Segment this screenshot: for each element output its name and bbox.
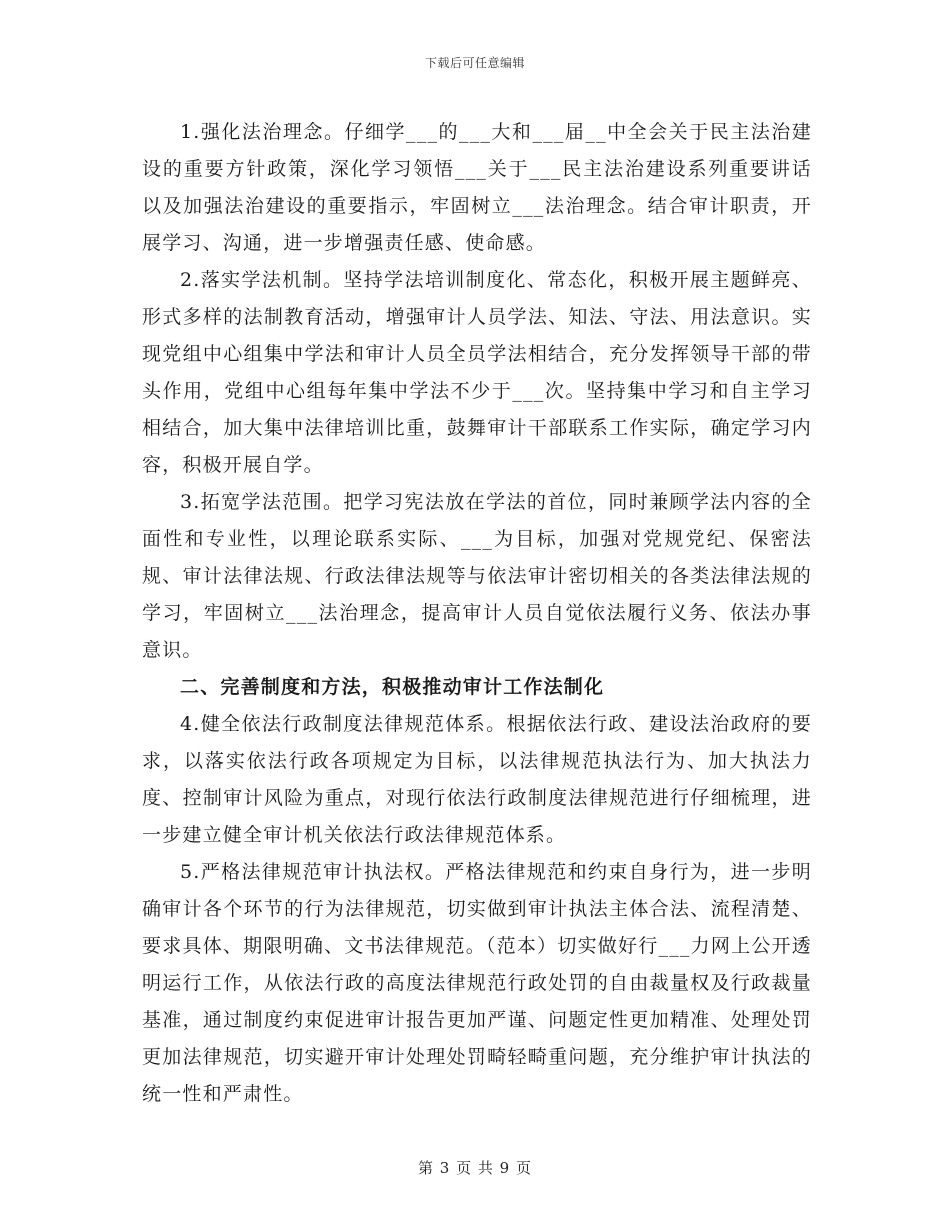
page-header: 下载后可任意编辑: [424, 56, 525, 70]
section-heading: 二、完善制度和方法，积极推动审计工作法制化: [180, 676, 605, 698]
paragraph-2: 2.落实学法机制。坚持学法培训制度化、常态化，积极开展主题鲜亮、形式多样的法制教育活动，增强审计人员学法、知法、守法、用法意识。实现党组中心组集中学法和审计人员全员学法相结合，充分发挥领导干部的带头作用，党组中心组每年集中学法不少于___次。坚持集中学习和自主学习相结合，加大集中法律培训比重，鼓舞审计干部联系工作实际，确定学习内容，积极开展自学。: [142, 269, 812, 476]
paragraph-5: 5.严格法律规范审计执法权。严格法律规范和约束自身行为，进一步明确审计各个环节的行为法律规范，切实做到审计执法主体合法、流程清楚、要求具体、期限明确、文书法律规范。（范本）切实做好行___力网上公开透明运行工作，从依法行政的高度法律规范行政处罚的自由裁量权及行政裁量基准，通过制度约束促进审计报告更加严谨、问题定性更加精准、处理处罚更加法律规范，切实避开审计处理处罚畸轻畸重问题，充分维护审计执法的统一性和严肃性。: [142, 861, 812, 1105]
paragraph-4: 4.健全依法行政制度法律规范体系。根据依法行政、建设法治政府的要求，以落实依法行政各项规定为目标，以法律规范执法行为、加大执法力度、控制审计风险为重点，对现行依法行政制度法律规范进行仔细梳理，进一步建立健全审计机关依法行政法律规范体系。: [142, 713, 812, 846]
paragraph-3: 3.拓宽学法范围。把学习宪法放在学法的首位，同时兼顾学法内容的全面性和专业性，以理论联系实际、___为目标，加强对党规党纪、保密法规、审计法律法规、行政法律法规等与依法审计密切相关的各类法律法规的学习，牢固树立___法治理念，提高审计人员自觉依法履行义务、依法办事意识。: [142, 491, 812, 661]
page-number: 第 3 页 共 9 页: [418, 1159, 532, 1177]
paragraph-1: 1.强化法治理念。仔细学___的___大和___届__中全会关于民主法治建设的重要方针政策，深化学习领悟___关于___民主法治建设系列重要讲话以及加强法治建设的重要指示，牢固树立___法治理念。结合审计职责，开展学习、沟通，进一步增强责任感、使命感。: [142, 121, 812, 254]
document-body: [142, 114, 812, 1113]
